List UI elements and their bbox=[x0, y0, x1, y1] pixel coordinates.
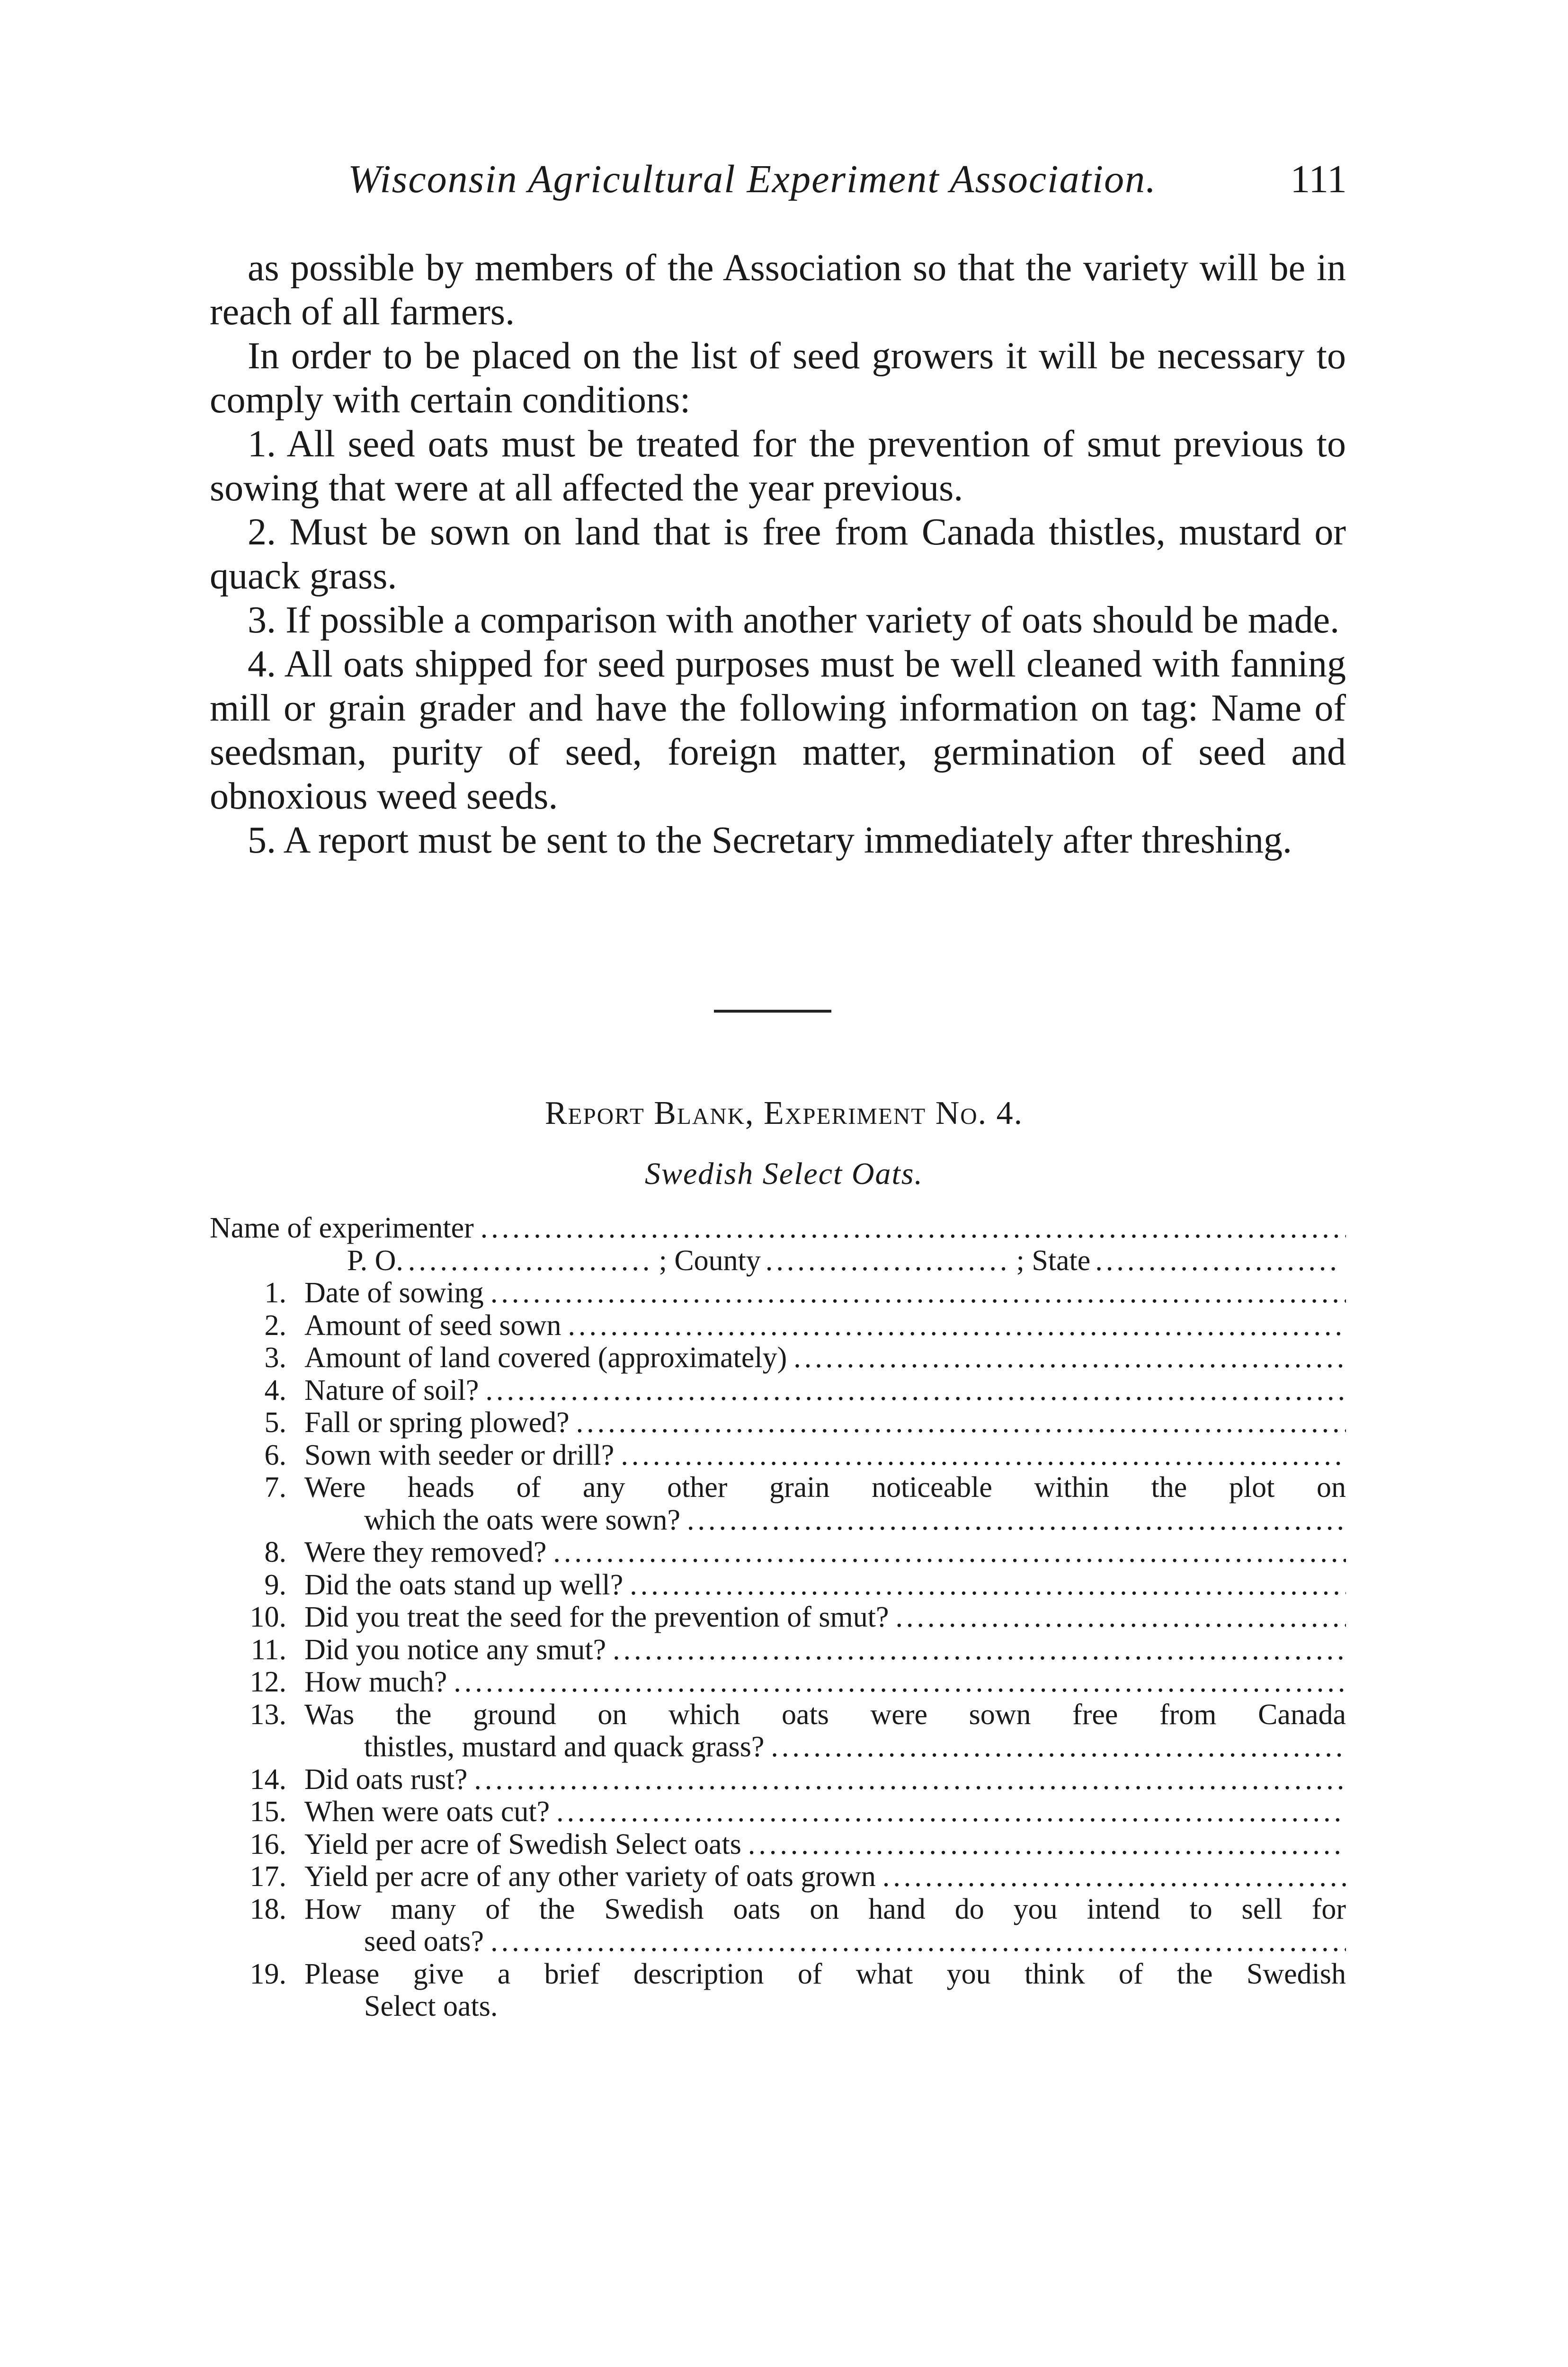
question-body bbox=[286, 1666, 1346, 1699]
form-question[interactable] bbox=[210, 1406, 1346, 1439]
field-label: Name of experimenter bbox=[210, 1212, 474, 1244]
question-number: 6. bbox=[264, 1439, 286, 1471]
report-blank-form bbox=[210, 1212, 1346, 2023]
form-question[interactable] bbox=[210, 1634, 1346, 1666]
question-line bbox=[304, 1925, 1346, 1958]
county-label: ; County bbox=[659, 1244, 761, 1277]
question-body bbox=[286, 1893, 1346, 1958]
question-body bbox=[286, 1828, 1346, 1861]
address-fields bbox=[210, 1245, 1346, 1277]
running-head-title: Wisconsin Agricultural Experiment Association. bbox=[348, 157, 1157, 201]
question-line bbox=[304, 1828, 1346, 1861]
question-list bbox=[210, 1277, 1346, 2023]
question-body bbox=[286, 1634, 1346, 1666]
question-line bbox=[304, 1471, 1346, 1504]
paragraph: In order to be placed on the list of seed growers it will be necessary to comply with certain conditions: bbox=[210, 335, 1346, 421]
question-body bbox=[286, 1471, 1346, 1536]
question-number: 11. bbox=[250, 1633, 286, 1666]
answer-blank[interactable] bbox=[576, 1406, 1346, 1439]
question-number: 19. bbox=[249, 1958, 286, 1990]
experimenter-name-field[interactable] bbox=[210, 1212, 1346, 1245]
form-question[interactable] bbox=[210, 1666, 1346, 1699]
question-body bbox=[286, 1277, 1346, 1309]
question-body bbox=[286, 1406, 1346, 1439]
question-text: When were oats cut? bbox=[304, 1796, 550, 1828]
question-text: Was the ground on which oats were sown free from Canada bbox=[304, 1698, 1346, 1731]
answer-blank[interactable] bbox=[485, 1374, 1346, 1407]
question-text: Were they removed? bbox=[304, 1536, 547, 1568]
question-text: Fall or spring plowed? bbox=[304, 1406, 570, 1439]
question-number: 3. bbox=[264, 1342, 286, 1374]
post-office-label: P. O. bbox=[347, 1244, 403, 1277]
question-line bbox=[304, 1504, 1346, 1537]
answer-blank[interactable] bbox=[553, 1536, 1346, 1569]
question-text: Did you treat the seed for the prevention of smut? bbox=[304, 1601, 889, 1633]
question-line bbox=[304, 1569, 1346, 1602]
question-body bbox=[286, 1958, 1346, 2023]
form-question[interactable] bbox=[210, 1828, 1346, 1861]
form-question[interactable] bbox=[210, 1796, 1346, 1828]
question-line bbox=[304, 1536, 1346, 1569]
question-number: 1. bbox=[264, 1277, 286, 1309]
question-line bbox=[304, 1309, 1346, 1342]
paragraph: 4. All oats shipped for seed purposes must be well cleaned with fanning mill or grain grader and have the following information on tag: Name of seedsman, purity of seed, foreign matter, germination of seed and obnoxious weed seeds. bbox=[210, 643, 1346, 817]
answer-blank[interactable] bbox=[568, 1309, 1346, 1342]
question-number: 8. bbox=[264, 1536, 286, 1568]
question-line bbox=[304, 1601, 1346, 1634]
question-text: Did you notice any smut? bbox=[304, 1633, 606, 1666]
section-divider-rule bbox=[714, 1010, 831, 1013]
question-text: Nature of soil? bbox=[304, 1374, 479, 1406]
paragraph: as possible by members of the Association so that the variety will be in reach of all farmers. bbox=[210, 247, 1346, 333]
question-text: seed oats? bbox=[364, 1925, 484, 1958]
form-question[interactable] bbox=[210, 1601, 1346, 1634]
question-number: 2. bbox=[264, 1309, 286, 1342]
question-line bbox=[304, 1860, 1346, 1893]
question-text: thistles, mustard and quack grass? bbox=[364, 1731, 765, 1763]
question-line bbox=[304, 1374, 1346, 1407]
question-number: 10. bbox=[249, 1601, 286, 1633]
body-text bbox=[210, 246, 1346, 863]
form-question[interactable] bbox=[210, 1277, 1346, 1309]
answer-blank[interactable] bbox=[748, 1828, 1346, 1861]
question-number: 4. bbox=[264, 1374, 286, 1406]
question-line bbox=[304, 1634, 1346, 1666]
paragraph: 3. If possible a comparison with another variety of oats should be made. bbox=[248, 599, 1340, 641]
question-text: Amount of seed sown bbox=[304, 1309, 561, 1342]
form-question[interactable] bbox=[210, 1439, 1346, 1472]
form-question[interactable] bbox=[210, 1471, 1346, 1536]
question-body bbox=[286, 1601, 1346, 1634]
question-line bbox=[304, 1277, 1346, 1309]
form-question[interactable] bbox=[210, 1569, 1346, 1602]
form-question[interactable] bbox=[210, 1342, 1346, 1374]
question-number: 17. bbox=[249, 1860, 286, 1893]
paragraph: 1. All seed oats must be treated for the prevention of smut previous to sowing that were at all affected the year previous. bbox=[210, 423, 1346, 509]
question-number: 15. bbox=[249, 1796, 286, 1828]
question-number: 12. bbox=[249, 1666, 286, 1698]
question-line bbox=[304, 1731, 1346, 1763]
question-number: 5. bbox=[264, 1406, 286, 1439]
post-office-field[interactable] bbox=[408, 1245, 654, 1277]
state-field[interactable] bbox=[1095, 1245, 1341, 1277]
question-line bbox=[304, 1763, 1346, 1796]
answer-blank[interactable] bbox=[895, 1601, 1346, 1634]
state-label: ; State bbox=[1016, 1244, 1091, 1277]
question-body bbox=[286, 1536, 1346, 1569]
question-body bbox=[286, 1860, 1346, 1893]
paragraph: 5. A report must be sent to the Secretary immediately after threshing. bbox=[248, 819, 1292, 861]
question-line bbox=[304, 1893, 1346, 1926]
running-head bbox=[348, 156, 1347, 208]
question-line bbox=[304, 1699, 1346, 1731]
form-question bbox=[210, 1958, 1346, 2023]
question-line bbox=[304, 1958, 1346, 1991]
answer-blank[interactable] bbox=[630, 1569, 1346, 1602]
question-line bbox=[304, 1666, 1346, 1699]
question-text: Sown with seeder or drill? bbox=[304, 1439, 615, 1471]
question-text: Did the oats stand up well? bbox=[304, 1568, 624, 1601]
answer-blank[interactable] bbox=[556, 1796, 1346, 1828]
question-line bbox=[304, 1439, 1346, 1472]
form-question[interactable] bbox=[210, 1309, 1346, 1342]
question-body bbox=[286, 1763, 1346, 1796]
county-field[interactable] bbox=[766, 1245, 1012, 1277]
form-title: Report Blank, Experiment No. 4. bbox=[544, 1095, 1024, 1131]
answer-blank[interactable] bbox=[882, 1860, 1346, 1893]
question-body bbox=[286, 1569, 1346, 1602]
question-text: Select oats. bbox=[364, 1990, 498, 2022]
question-number: 16. bbox=[249, 1828, 286, 1860]
question-body bbox=[286, 1342, 1346, 1374]
answer-blank[interactable] bbox=[793, 1342, 1346, 1374]
question-text: Yield per acre of any other variety of oats grown bbox=[304, 1860, 876, 1893]
question-text: Did oats rust? bbox=[304, 1763, 468, 1796]
question-number: 18. bbox=[249, 1893, 286, 1925]
answer-blank[interactable] bbox=[621, 1439, 1346, 1472]
answer-blank[interactable] bbox=[687, 1504, 1346, 1537]
answer-blank[interactable] bbox=[613, 1634, 1346, 1666]
question-text: Yield per acre of Swedish Select oats bbox=[304, 1828, 741, 1860]
question-line bbox=[304, 1406, 1346, 1439]
question-body bbox=[286, 1309, 1346, 1342]
answer-blank[interactable] bbox=[454, 1666, 1346, 1699]
form-question[interactable] bbox=[210, 1860, 1346, 1893]
question-text: Please give a brief description of what you think of the Swedish bbox=[304, 1958, 1346, 1990]
question-number: 13. bbox=[249, 1698, 286, 1731]
question-line bbox=[304, 1990, 1346, 2023]
form-question[interactable] bbox=[210, 1536, 1346, 1569]
question-body bbox=[286, 1796, 1346, 1828]
question-number: 7. bbox=[264, 1471, 286, 1504]
question-text: Date of sowing bbox=[304, 1277, 484, 1309]
question-text: How much? bbox=[304, 1666, 447, 1698]
form-subtitle: Swedish Select Oats. bbox=[644, 1157, 924, 1191]
page-number: 111 bbox=[1290, 157, 1347, 201]
answer-blank[interactable] bbox=[474, 1763, 1346, 1796]
form-question[interactable] bbox=[210, 1374, 1346, 1407]
question-line bbox=[304, 1342, 1346, 1374]
question-body bbox=[286, 1439, 1346, 1472]
question-number: 9. bbox=[264, 1568, 286, 1601]
form-question[interactable] bbox=[210, 1893, 1346, 1958]
dotted-leader bbox=[481, 1212, 1346, 1245]
question-text: which the oats were sown? bbox=[364, 1504, 681, 1536]
answer-blank[interactable] bbox=[490, 1277, 1346, 1309]
form-question[interactable] bbox=[210, 1763, 1346, 1796]
answer-blank[interactable] bbox=[490, 1925, 1346, 1958]
question-number: 14. bbox=[249, 1763, 286, 1796]
question-body bbox=[286, 1699, 1346, 1763]
answer-blank[interactable] bbox=[771, 1731, 1346, 1763]
question-text: Were heads of any other grain noticeable within the plot on bbox=[304, 1471, 1346, 1504]
question-body bbox=[286, 1374, 1346, 1407]
paragraph: 2. Must be sown on land that is free from Canada thistles, mustard or quack grass. bbox=[210, 511, 1346, 597]
question-text: How many of the Swedish oats on hand do you intend to sell for bbox=[304, 1893, 1346, 1925]
question-text: Amount of land covered (approximately) bbox=[304, 1342, 787, 1374]
form-question[interactable] bbox=[210, 1699, 1346, 1763]
question-line bbox=[304, 1796, 1346, 1828]
